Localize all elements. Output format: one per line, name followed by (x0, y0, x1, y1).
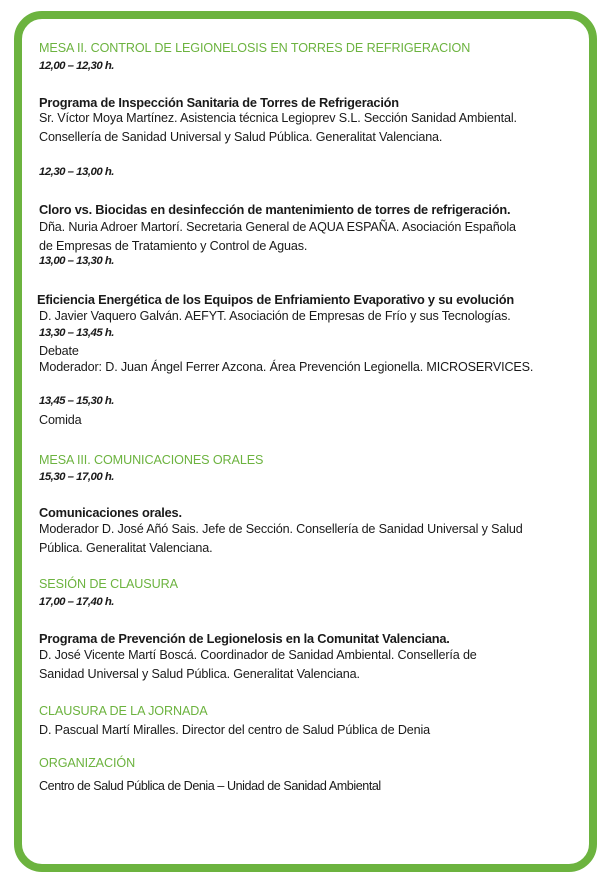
talk2-title: Cloro vs. Biocidas en desinfección de mantenimiento de torres de refrigeración. (39, 202, 511, 217)
talk3-line: D. Javier Vaquero Galván. AEFYT. Asociación de Empresas de Frío y sus Tecnologías. (39, 309, 511, 323)
talk1-details (39, 109, 517, 147)
talk2-details (39, 218, 516, 256)
mesa3-title: Comunicaciones orales. (39, 505, 182, 520)
mesa3-line-2: Pública. Generalitat Valenciana. (39, 541, 213, 555)
debate-label: Debate (39, 344, 79, 358)
meal-label: Comida (39, 413, 82, 427)
talk1-title: Programa de Inspección Sanitaria de Torres de Refrigeración (39, 95, 399, 110)
closing-line: D. Pascual Martí Miralles. Director del centro de Salud Pública de Denia (39, 723, 430, 737)
closing-session-title: Programa de Prevención de Legionelosis en la Comunitat Valenciana. (39, 631, 450, 646)
closing-session-line-2: Sanidad Universal y Salud Pública. Generalitat Valenciana. (39, 667, 360, 681)
talk3-title: Eficiencia Energética de los Equipos de Enfriamiento Evaporativo y su evolución (37, 292, 515, 307)
closing-session-details (39, 646, 477, 684)
closing-session-heading: SESIÓN DE CLAUSURA (39, 577, 178, 591)
organization-heading: ORGANIZACIÓN (39, 756, 136, 770)
mesa3-time: 15,30 – 17,00 h. (39, 471, 114, 483)
closing-session-line-1: D. José Vicente Martí Boscá. Coordinador de Sanidad Ambiental. Consellería de (39, 648, 477, 662)
mesa3-line-1: Moderador D. José Añó Sais. Jefe de Sección. Consellería de Sanidad Universal y Salud (39, 522, 523, 536)
mesa2-time-4: 13,30 – 13,45 h. (39, 327, 114, 339)
mesa3-details (39, 520, 523, 558)
mesa3-heading: MESA III. COMUNICACIONES ORALES (39, 453, 264, 467)
mesa2-time-1: 12,00 – 12,30 h. (39, 60, 114, 72)
talk1-line-1: Sr. Víctor Moya Martínez. Asistencia técnica Legioprev S.L. Sección Sanidad Ambiental. (39, 111, 517, 125)
talk2-line-2: de Empresas de Tratamiento y Control de Aguas. (39, 239, 308, 253)
closing-heading: CLAUSURA DE LA JORNADA (39, 704, 208, 718)
mesa2-time-3: 13,00 – 13,30 h. (39, 255, 114, 267)
talk1-line-2: Consellería de Sanidad Universal y Salud Pública. Generalitat Valenciana. (39, 130, 443, 144)
debate-moderator: Moderador: D. Juan Ángel Ferrer Azcona. Área Prevención Legionella. MICROSERVICES. (39, 360, 534, 374)
organization-line: Centro de Salud Pública de Denia – Unidad de Sanidad Ambiental (39, 779, 381, 793)
closing-session-time: 17,00 – 17,40 h. (39, 596, 114, 608)
talk2-line-1: Dña. Nuria Adroer Martorí. Secretaria General de AQUA ESPAÑA. Asociación Española (39, 220, 516, 234)
mesa2-time-5: 13,45 – 15,30 h. (39, 395, 114, 407)
mesa2-heading: MESA II. CONTROL DE LEGIONELOSIS EN TORRES DE REFRIGERACION (39, 41, 471, 55)
mesa2-time-2: 12,30 – 13,00 h. (39, 166, 114, 178)
